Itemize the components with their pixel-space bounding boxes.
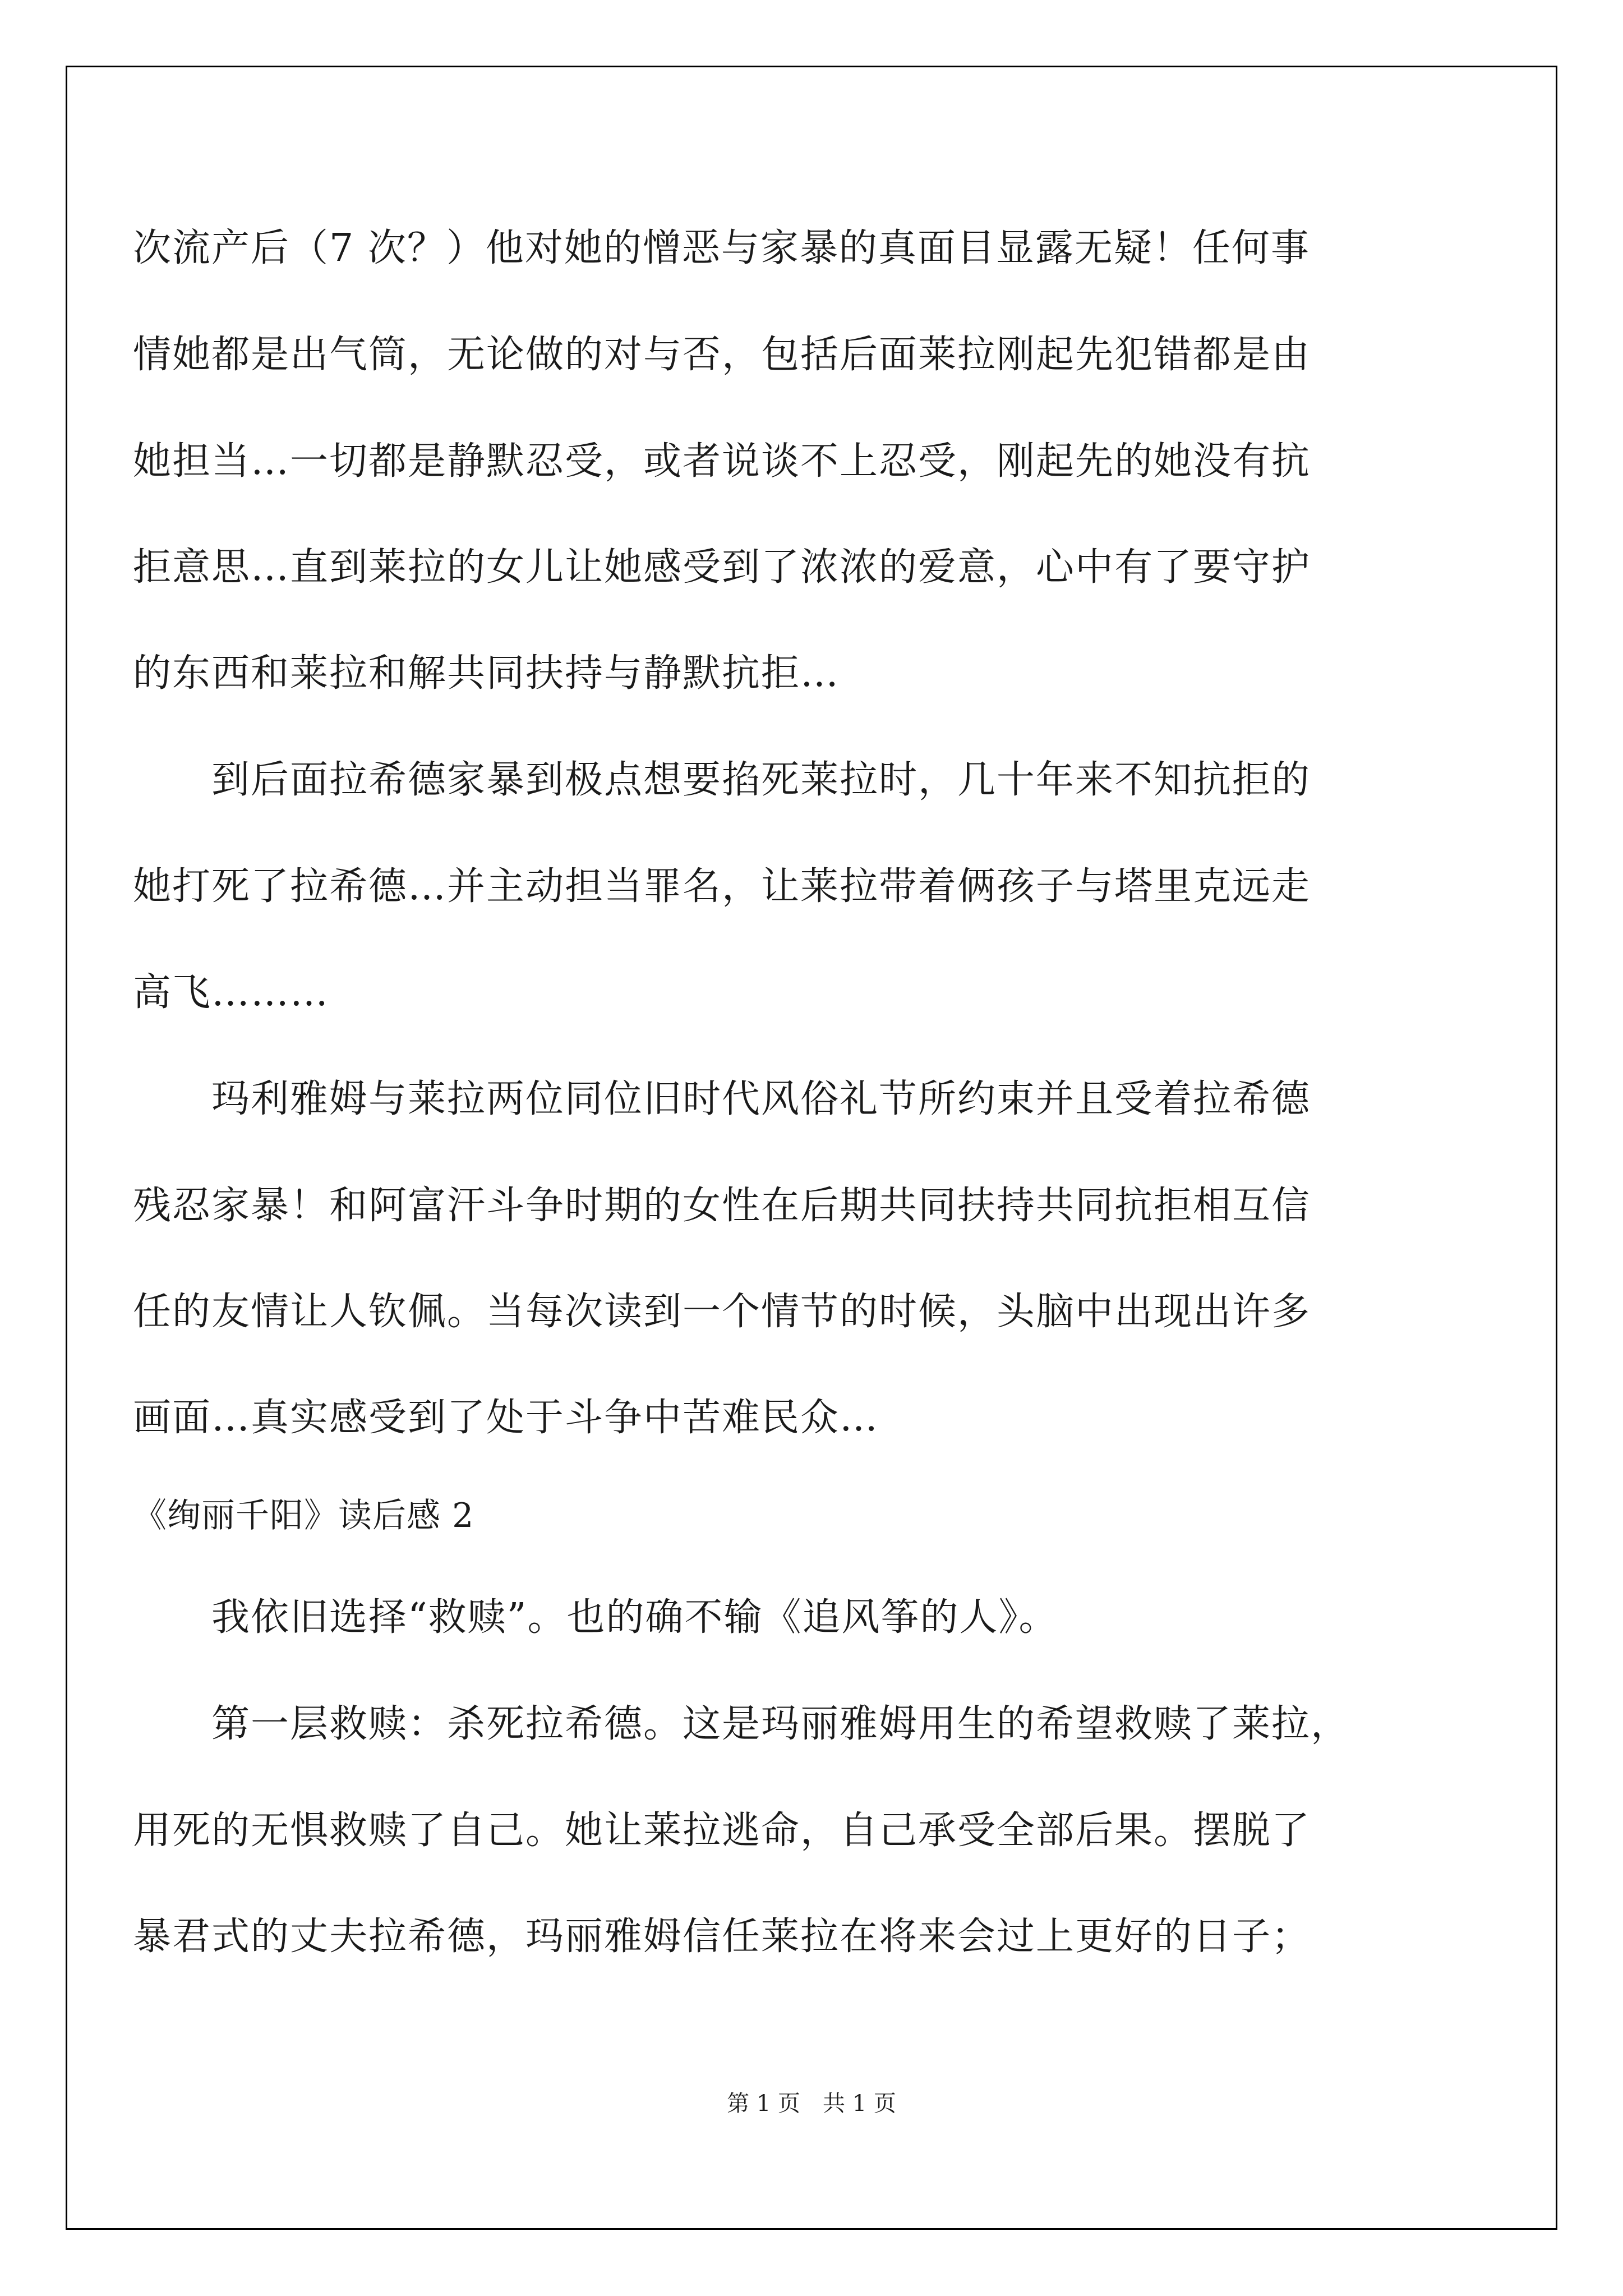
text-line: 画面…真实感受到了处于斗争中苦难民众… [133, 1396, 879, 1440]
text-line: 暴君式的丈夫拉希德，玛丽雅姆信任莱拉在将来会过上更好的日子； [133, 1915, 1311, 1959]
text-line: 玛利雅姆与莱拉两位同位旧时代风俗礼节所约束并且受着拉希德 [133, 1077, 1311, 1121]
text-line: 情她都是出气筒，无论做的对与否，包括后面莱拉刚起先犯错都是由 [133, 333, 1311, 377]
text-line: 到后面拉希德家暴到极点想要掐死莱拉时，几十年来不知抗拒的 [133, 758, 1311, 802]
text-line: 她打死了拉希德…并主动担当罪名，让莱拉带着俩孩子与塔里克远走 [133, 864, 1311, 909]
text-line: 次流产后（7 次？）他对她的憎恶与家暴的真面目显露无疑！任何事 [133, 226, 1310, 270]
text-line: 我依旧选择“救赎”。也的确不输《追风筝的人》。 [133, 1595, 1058, 1640]
text-line: 第一层救赎：杀死拉希德。这是玛丽雅姆用生的希望救赎了莱拉， [133, 1702, 1350, 1746]
section-heading: 《绚丽千阳》读后感 2 [133, 1496, 474, 1535]
text-line: 她担当…一切都是静默忍受，或者说谈不上忍受，刚起先的她没有抗 [133, 439, 1311, 484]
text-line: 用死的无惧救赎了自己。她让莱拉逃命，自己承受全部后果。摆脱了 [133, 1809, 1311, 1853]
page-number-footer: 第 1 页 共 1 页 [727, 2091, 896, 2116]
text-line: 高飞……… [133, 970, 330, 1015]
text-line: 的东西和莱拉和解共同扶持与静默抗拒… [133, 651, 840, 696]
page-border [66, 66, 1557, 2230]
text-line: 拒意思…直到莱拉的女儿让她感受到了浓浓的爱意，心中有了要守护 [133, 545, 1311, 590]
text-line: 任的友情让人钦佩。当每次读到一个情节的时候，头脑中出现出许多 [133, 1290, 1311, 1334]
text-line: 残忍家暴！和阿富汗斗争时期的女性在后期共同扶持共同抗拒相互信 [133, 1184, 1311, 1228]
